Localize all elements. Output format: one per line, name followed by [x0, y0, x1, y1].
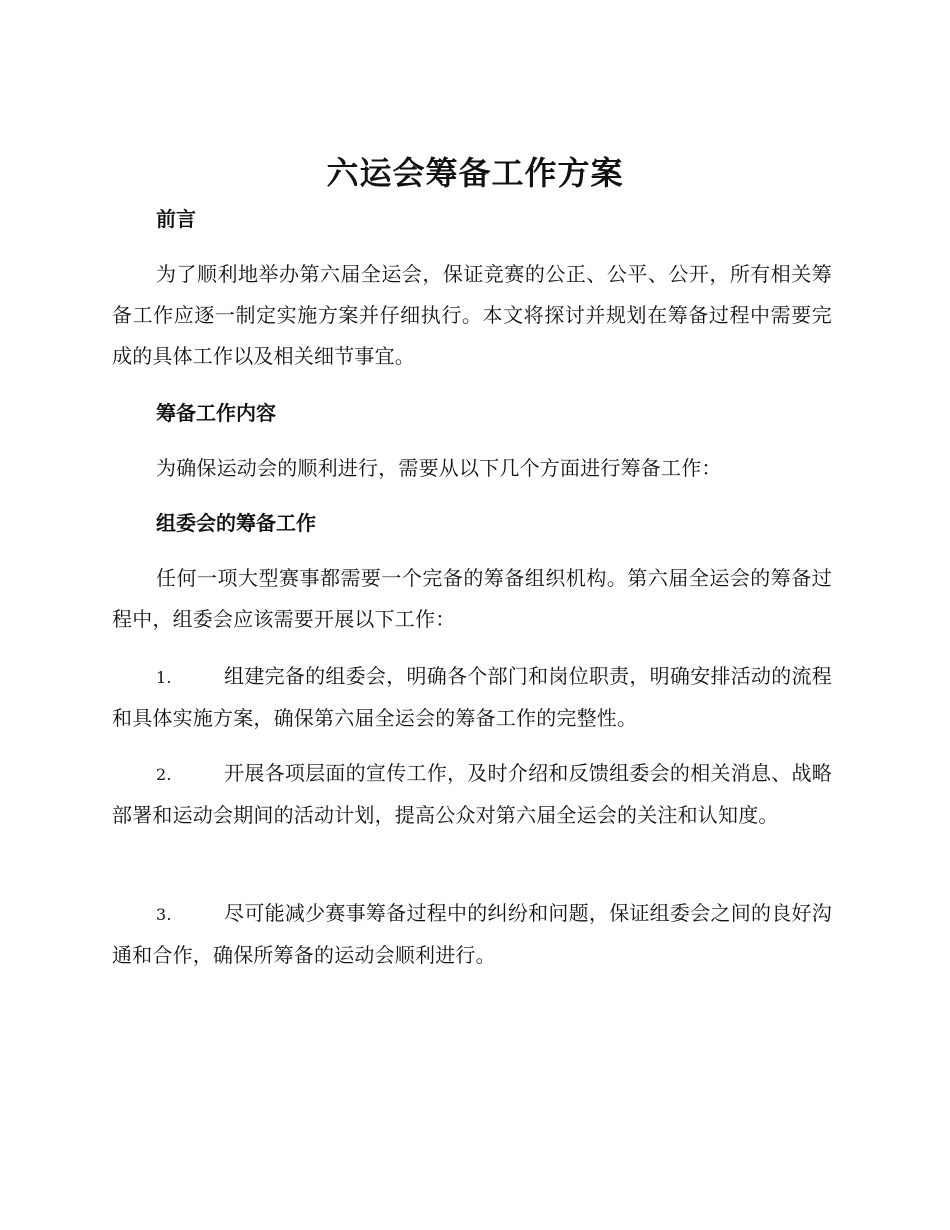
list-number: 2.	[156, 765, 172, 784]
preface-paragraph: 为了顺利地举办第六届全运会，保证竞赛的公正、公平、公开，所有相关筹备工作应逐一制定实施方案并仔细执行。本文将探讨并规划在筹备过程中需要完成的具体工作以及相关细节事宜。	[112, 262, 832, 368]
section-heading-content: 筹备工作内容	[156, 401, 276, 425]
list-number: 3.	[156, 905, 172, 924]
list-item	[112, 893, 832, 976]
section-heading-committee: 组委会的筹备工作	[156, 511, 316, 535]
list-text: 组建完备的组委会，明确各个部门和岗位职责，明确安排活动的流程和具体实施方案，确保第六届全运会的筹备工作的完整性。	[112, 664, 832, 730]
document-title: 六运会筹备工作方案	[326, 154, 624, 192]
section-heading-preface: 前言	[156, 207, 196, 231]
list-number: 1.	[156, 668, 172, 687]
list-item	[112, 753, 832, 836]
content-paragraph: 为确保运动会的顺利进行，需要从以下几个方面进行筹备工作：	[156, 456, 722, 480]
list-text: 开展各项层面的宣传工作，及时介绍和反馈组委会的相关消息、战略部署和运动会期间的活动计划，提高公众对第六届全运会的关注和认知度。	[112, 761, 832, 827]
list-item	[112, 656, 832, 739]
list-text: 尽可能减少赛事筹备过程中的纠纷和问题，保证组委会之间的良好沟通和合作，确保所筹备的运动会顺利进行。	[112, 901, 832, 967]
committee-paragraph: 任何一项大型赛事都需要一个完备的筹备组织机构。第六届全运会的筹备过程中，组委会应该需要开展以下工作：	[112, 566, 832, 631]
